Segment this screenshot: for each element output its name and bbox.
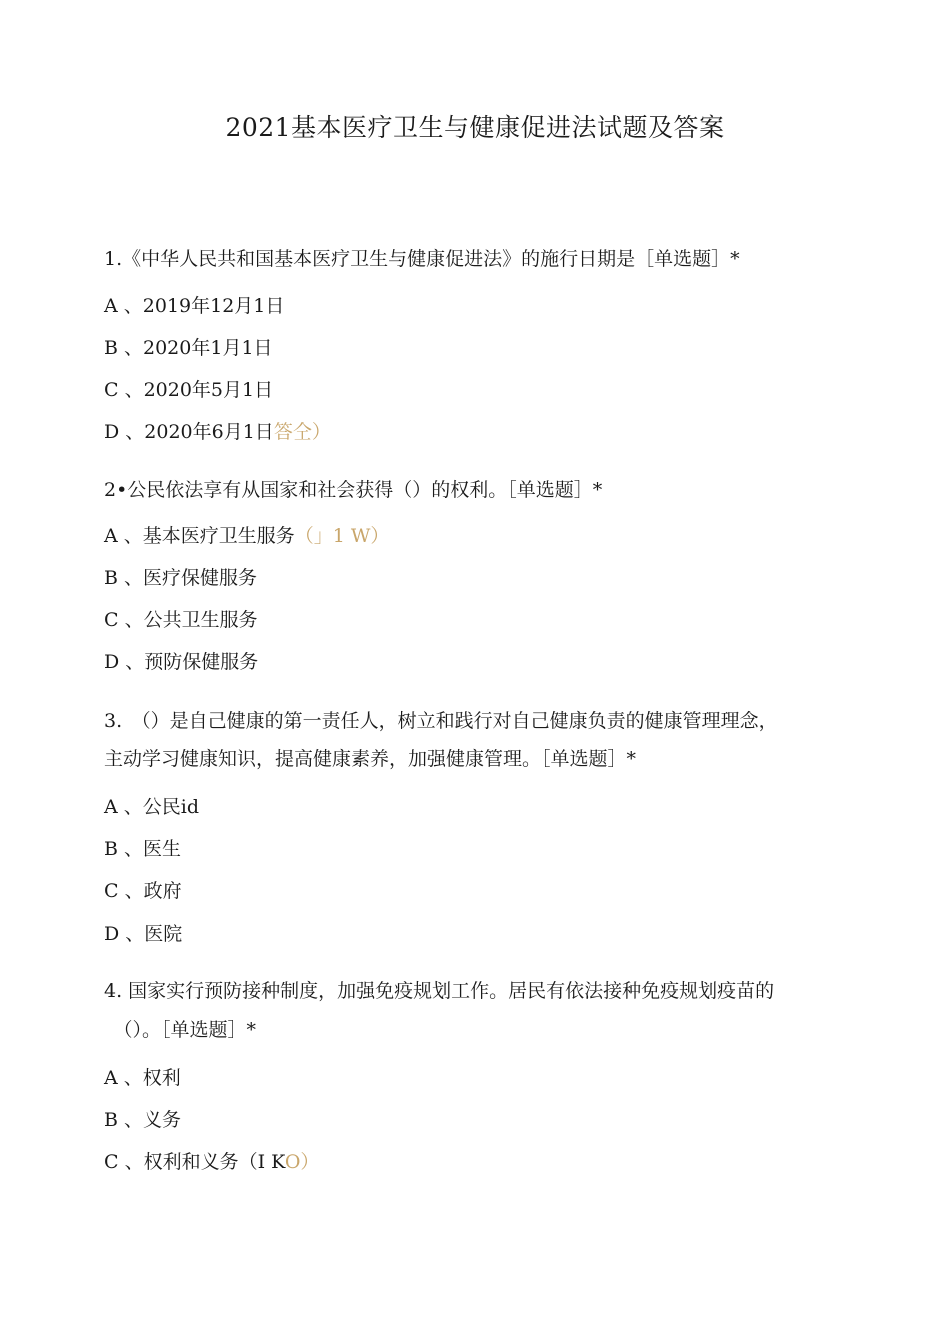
option-text: C 、公共卫生服务 [104,609,258,631]
question-4-option-b [104,1106,181,1134]
question-1-option-b [104,334,273,362]
question-1-text: 1.《中华人民共和国基本医疗卫生与健康促进法》的施行日期是［单选题］* [104,248,740,270]
option-text: D 、2020年6月1日 [104,421,274,443]
question-3-option-b [104,835,181,863]
option-text: C 、政府 [104,880,182,902]
option-text: A 、权利 [104,1067,181,1089]
question-4-option-c [104,1148,319,1176]
question-3-text-line-1: 3. （）是自己健康的第一责任人，树立和践行对自己健康负责的健康管理理念， [104,710,778,732]
question-1-option-c [104,376,273,404]
question-2-option-b [104,564,257,592]
question-4-text-line-2: （）。［单选题］* [104,1019,257,1041]
option-text: B 、义务 [104,1109,182,1131]
option-text: A 、2019年12月1日 [104,295,285,317]
option-text: D 、预防保健服务 [104,651,259,673]
option-text: B 、医疗保健服务 [104,567,258,589]
question-1-option-a [104,292,284,320]
question-1-option-d [104,418,331,446]
option-text: A 、公民id [104,796,200,818]
question-2-option-d [104,648,258,676]
question-3-option-a [104,793,199,821]
answer-mark: 答仝） [273,421,331,443]
question-2-option-c [104,606,258,634]
answer-mark: O） [284,1151,320,1173]
question-3-option-c [104,877,182,905]
option-text: D 、医院 [104,923,183,945]
question-3-option-d [104,920,182,948]
option-text: B 、医生 [104,838,182,860]
option-text: C 、权利和义务（I K [104,1151,285,1173]
option-text: C 、2020年5月1日 [104,379,274,401]
question-2-text: 2•公民依法享有从国家和社会获得（）的权利。［单选题］* [104,479,603,501]
question-4-option-a [104,1064,181,1092]
question-3-text-line-2: 主动学习健康知识，提高健康素养，加强健康管理。［单选题］* [104,748,637,770]
option-text: B 、2020年1月1日 [104,337,273,359]
option-text: A 、基本医疗卫生服务 [104,525,295,547]
question-2-option-a [104,522,389,550]
document-title: 2021基本医疗卫生与健康促进法试题及答案 [225,113,725,142]
answer-mark: （」1 W） [294,525,390,547]
question-4-text-line-1: 4. 国家实行预防接种制度，加强免疫规划工作。居民有依法接种免疫规划疫苗的 [104,980,775,1002]
